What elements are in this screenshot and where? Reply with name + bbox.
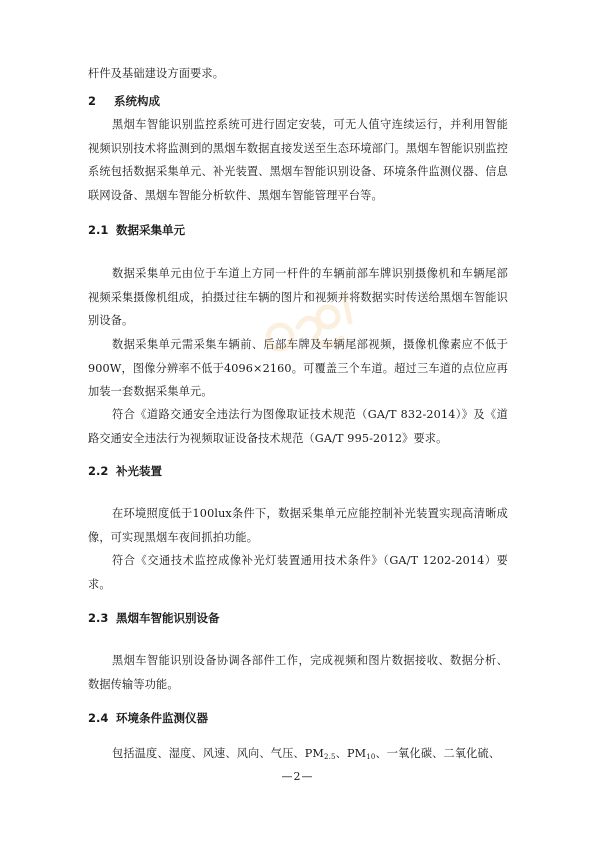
section-2-1-paragraph-2: 数据采集单元需采集车辆前、后部车牌及车辆尾部视频，摄像机像素应不低于900W，图像分辨率不低于4096×2160。可覆盖三个车道。超过三车道的点位应再加装一套数据采集单元。 [88,338,508,398]
logo-watermark-icon [258,282,368,362]
section-title: 补光装置 [116,464,162,478]
section-title: 黑烟车智能识别设备 [116,611,220,625]
section-number: 2.4 [88,711,109,725]
section-number: 2 [88,94,97,108]
section-2-heading [88,93,160,109]
section-2-2-paragraph-2: 符合《交通技术监控成像补光灯装置通用技术条件》（GA/T 1202-2014）要求。 [88,554,508,591]
section-2-2-heading [88,463,162,479]
text-run: 包括温度、湿度、风速、风向、气压、PM [112,747,325,760]
text-run: 、PM [335,747,367,760]
section-number: 2.1 [88,223,109,237]
section-2-4-heading [88,710,208,726]
section-2-1-paragraph-1: 数据采集单元由位于车道上方同一杆件的车辆前部车牌识别摄像机和车辆尾部视频采集摄像机组成，拍摄过往车辆的图片和视频并将数据实时传送给黑烟车智能识别设备。 [88,267,508,327]
section-2-3-heading [88,610,220,626]
text-run: 、一氧化碳、二氧化硫、 [375,747,501,760]
page-number: —2— [281,770,314,783]
section-2-paragraph: 黑烟车智能识别监控系统可进行固定安装，可无人值守连续运行，并利用智能视频识别技术将监测到的黑烟车数据直接发送至生态环境部门。黑烟车智能识别监控系统包括数据采集单元、补光装置、黑烟车智能识别设备、环境条件监测仪器、信息联网设备、黑烟车智能分析软件、黑烟车智能管理平台等。 [88,118,508,202]
section-title: 系统构成 [114,94,160,108]
section-2-1-paragraph-3: 符合《道路交通安全违法行为图像取证技术规范（GA/T 832-2014）》及《道路交通安全违法行为视频取证设备技术规范（GA/T 995-2012》要求。 [88,408,508,445]
section-title: 环境条件监测仪器 [116,711,208,725]
section-2-1-heading [88,222,185,238]
section-number: 2.2 [88,464,109,478]
subscript: 10 [366,753,376,761]
paragraph-continuation: 杆件及基础建设方面要求。 [88,67,225,80]
section-2-3-paragraph-1: 黑烟车智能识别设备协调各部件工作，完成视频和图片数据接收、数据分析、数据传输等功能。 [88,654,508,691]
subscript: 2.5 [324,753,336,761]
section-number: 2.3 [88,611,109,625]
section-2-4-paragraph-1 [88,742,508,770]
section-title: 数据采集单元 [116,223,185,237]
section-2-2-paragraph-1: 在环境照度低于100lux条件下，数据采集单元应能控制补光装置实现高清晰成像，可实现黑烟车夜间抓拍功能。 [88,507,508,544]
